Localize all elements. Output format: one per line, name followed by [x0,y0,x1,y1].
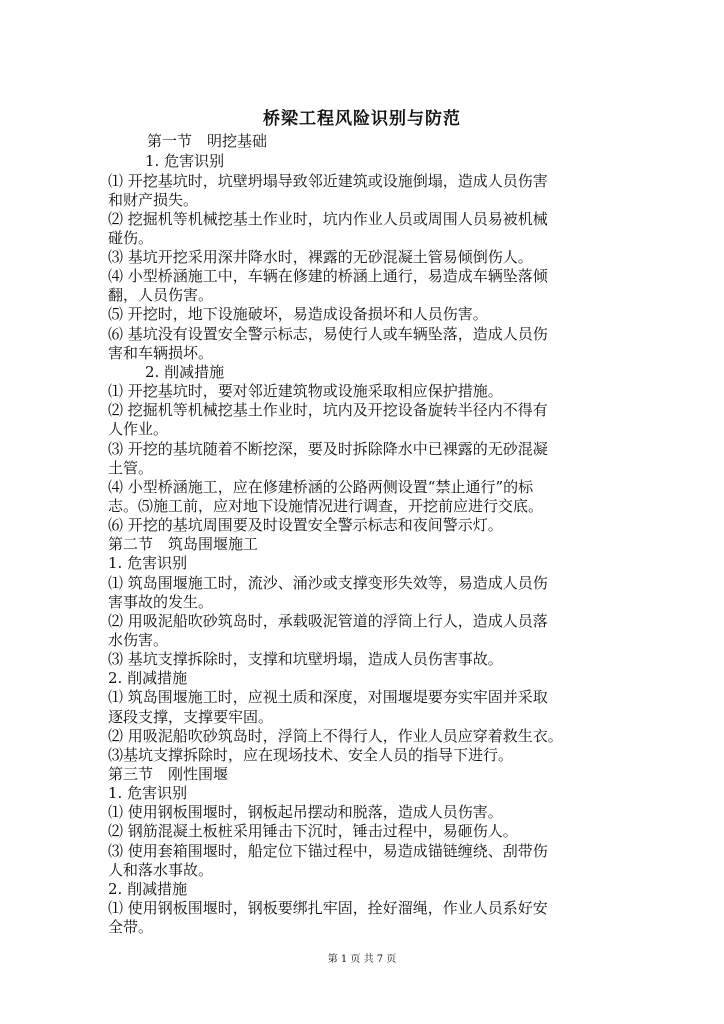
text-line: ⑶ 使用套箱围堰时，船定位下锚过程中，易造成锚链缠绕、刮带伤 [108,842,548,860]
text-line: 全带。 [108,918,154,936]
text-line: 和财产损失。 [108,191,199,209]
text-line: 逐段支撑，支撑要牢固。 [108,708,274,726]
text-line: 碰伤。 [108,229,154,247]
text-line: 害事故的发生。 [108,593,214,611]
text-line: ⑵ 钢筋混凝土板桩采用锤击下沉时，锤击过程中，易砸伤人。 [108,822,518,840]
subsection-heading: 2. 削减措施 [108,669,188,687]
text-line: ⑴ 使用钢板围堰时，钢板起吊摆动和脱落，造成人员伤害。 [108,803,503,821]
text-line: 水伤害。 [108,631,169,649]
text-line: 人和落水事故。 [108,861,214,879]
document-title: 桥梁工程风险识别与防范 [263,109,461,129]
text-line: ⑵ 用吸泥船吹砂筑岛时，承载吸泥管道的浮筒上行人，造成人员落 [108,612,548,630]
text-line: ⑹ 开挖的基坑周围要及时设置安全警示标志和夜间警示灯。 [108,516,503,534]
subsection-heading: 1. 危害识别 [108,784,188,802]
subsection-heading: 2. 削减措施 [108,880,188,898]
text-line: ⑴ 筑岛围堰施工时，流沙、涌沙或支撑变形失效等，易造成人员伤 [108,574,548,592]
text-line: ⑶ 开挖的基坑随着不断挖深，要及时拆除降水中已裸露的无砂混凝 [108,440,548,458]
text-line: 土管。 [108,459,154,477]
text-line: ⑴ 开挖基坑时，坑壁坍塌导致邻近建筑或设施倒塌，造成人员伤害 [108,172,548,190]
section-heading: 第二节 筑岛围堰施工 [108,535,259,553]
text-line: 志。⑸施工前，应对地下设施情况进行调查，开挖前应进行交底。 [108,497,544,515]
text-line: ⑶ 基坑开挖采用深井降水时，裸露的无砂混凝土管易倾倒伤人。 [108,248,533,266]
text-line: ⑴ 筑岛围堰施工时，应视土质和深度，对围堰堤要夯实牢固并采取 [108,688,548,706]
subsection-heading: 1. 危害识别 [108,554,188,572]
text-line: ⑵ 用吸泥船吹砂筑岛时，浮筒上不得行人，作业人员应穿着救生衣。 [108,727,563,745]
page-footer: 第 1 页 共 7 页 [327,954,397,965]
subsection-heading: 2. 削减措施 [145,363,225,381]
text-line: ⑷ 小型桥涵施工中，车辆在修建的桥涵上通行，易造成车辆坠落倾 [108,267,548,285]
section-heading: 第三节 刚性围堰 [108,765,229,783]
text-line: ⑴ 开挖基坑时，要对邻近建筑物或设施采取相应保护措施。 [108,382,503,400]
section-heading: 第一节 明挖基础 [147,132,268,150]
text-line: ⑵ 挖掘机等机械挖基土作业时，坑内及开挖设备旋转半径内不得有 [108,401,548,419]
text-line: ⑷ 小型桥涵施工，应在修建桥涵的公路两侧设置“禁止通行”的标 [108,478,534,496]
text-line: ⑴ 使用钢板围堰时，钢板要绑扎牢固，拴好溜绳，作业人员系好安 [108,899,548,917]
text-line: ⑶基坑支撑拆除时，应在现场技术、安全人员的指导下进行。 [108,746,514,764]
text-line: 人作业。 [108,420,169,438]
subsection-heading: 1. 危害识别 [145,152,225,170]
text-line: ⑶ 基坑支撑拆除时，支撑和坑壁坍塌，造成人员伤害事故。 [108,650,503,668]
text-line: 翻，人员伤害。 [108,286,214,304]
text-line: ⑵ 挖掘机等机械挖基土作业时，坑内作业人员或周围人员易被机械 [108,210,548,228]
text-line: ⑸ 开挖时，地下设施破坏，易造成设备损坏和人员伤害。 [108,305,488,323]
text-line: 害和车辆损坏。 [108,344,214,362]
text-line: ⑹ 基坑没有设置安全警示标志，易使行人或车辆坠落，造成人员伤 [108,325,548,343]
